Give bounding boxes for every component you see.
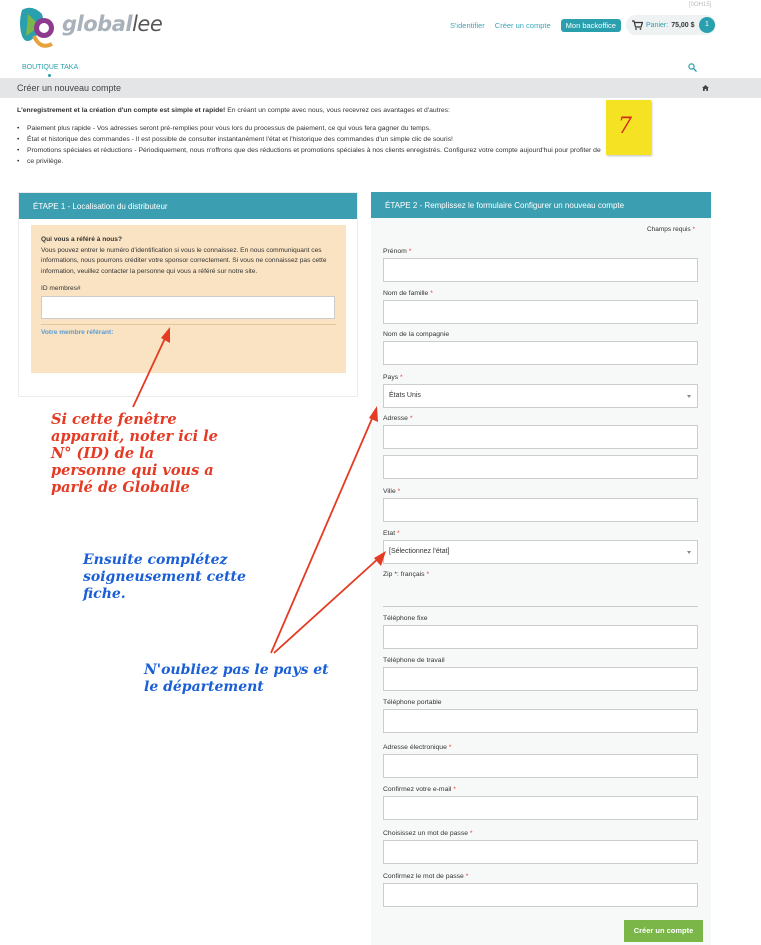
required-star: * (692, 226, 695, 233)
country-label-text: Pays (383, 374, 399, 381)
required-star: * (469, 830, 473, 837)
referrer-description: Vous pouvez entrer le numéro d'identification si vous le connaissez. En nous communiquant ces informations, nous pourrons créditer votre sponsor correctement. Si vous ne connaissez pas cette information, veuillez contacter la personne qui vous a référé sur notre site. (41, 246, 327, 275)
required-star: * (409, 415, 413, 422)
state-label-text: Etat (383, 530, 396, 537)
zip-label-text: Zip *: français (383, 571, 425, 578)
email-confirm-label-text: Confirmez votre e-mail (383, 786, 452, 793)
create-account-link[interactable]: Créer un compte (494, 21, 551, 30)
email-label-text: Adresse électronique (383, 744, 447, 751)
last-name-label-text: Nom de famille (383, 290, 429, 297)
backoffice-button[interactable]: Mon backoffice (561, 19, 621, 32)
annotation-id-note: Si cette fenêtre apparait, noter ici le N° (ID) de la personne qui vous a parlé de Globalle (51, 411, 218, 496)
list-item-continuation: • ce privilège. (17, 156, 707, 167)
city-label-text: Ville (383, 488, 396, 495)
mobile-phone-label: Téléphone portable (383, 699, 442, 706)
password-label-text: Choisissez un mot de passe (383, 830, 469, 837)
required-star: * (448, 744, 452, 751)
required-star: * (465, 873, 469, 880)
annotation-country-state: N'oubliez pas le pays et le département (144, 662, 329, 695)
step2-title: ÉTAPE 2 - Remplissez le formulaire Configurer un nouveau compte (371, 192, 711, 218)
required-star: * (453, 786, 456, 793)
work-phone-label: Téléphone de travail (383, 657, 445, 664)
create-account-button[interactable]: Créer un compte (624, 920, 703, 942)
arrow-to-country (271, 406, 378, 653)
member-id-label: ID membres# (41, 285, 81, 292)
required-label: Champs requis (646, 226, 691, 233)
home-phone-label: Téléphone fixe (383, 615, 428, 622)
required-star: * (408, 248, 412, 255)
version-label: [0OH15] (689, 2, 712, 8)
annotation-complete-form: Ensuite complétez soigneusement cette fiche. (83, 552, 246, 602)
list-item: • État et historique des commandes - Il est possible de consulter instantanément l'état et l'historique des commandes d'un simple clic de souris! (17, 134, 707, 145)
address-label-text: Adresse (383, 415, 408, 422)
page-title: Créer un nouveau compte (17, 83, 122, 93)
arrow-to-member-id (133, 327, 170, 407)
cart-label: Panier: (646, 21, 669, 29)
company-label: Nom de la compagnie (383, 331, 450, 338)
logo-light: global (62, 12, 133, 36)
signin-link[interactable]: S'identifier (450, 21, 485, 30)
country-select[interactable]: États Unis (383, 384, 698, 408)
list-item: • Paiement plus rapide - Vos adresses seront pré-remplies pour vous lors du processus de paiement, ce qui vous fera gagner du temps. (17, 123, 707, 134)
referrer-question: Qui vous a référé à nous? (41, 236, 122, 243)
intro-lead-bold: L'enregistrement et la création d'un compte est simple et rapide! (17, 107, 226, 114)
intro-lead-rest: En créant un compte avec nous, vous recevrez ces avantages et d'autres: (225, 107, 450, 114)
referring-member-label: Votre membre référant: (41, 328, 114, 336)
required-star: * (400, 374, 403, 381)
cart-amount: 75,00 $ (671, 21, 695, 29)
nav-item-boutique[interactable]: BOUTIQUE TAKA (22, 64, 79, 71)
required-star: * (396, 530, 400, 537)
state-select[interactable]: [Sélectionnez l'état] (383, 540, 698, 564)
step1-title: ÉTAPE 1 - Localisation du distributeur (19, 193, 357, 219)
required-star: * (426, 571, 430, 578)
cart-count-badge: 1 (699, 17, 715, 33)
password-confirm-label-text: Confirmez le mot de passe (383, 873, 464, 880)
sticky-note-number: 7 (618, 114, 632, 139)
required-star: * (430, 290, 433, 297)
list-item: • Promotions spéciales et réductions - Périodiquement, nous n'offrons que des réductions et promotions spéciales à nos clients enregistrés. Configurez votre compte aujourd'hui pour profiter de (17, 145, 707, 156)
first-name-label-text: Prénom (383, 248, 407, 255)
arrow-to-state (274, 551, 386, 653)
logo-dark: lee (132, 12, 163, 36)
required-star: * (397, 488, 401, 495)
